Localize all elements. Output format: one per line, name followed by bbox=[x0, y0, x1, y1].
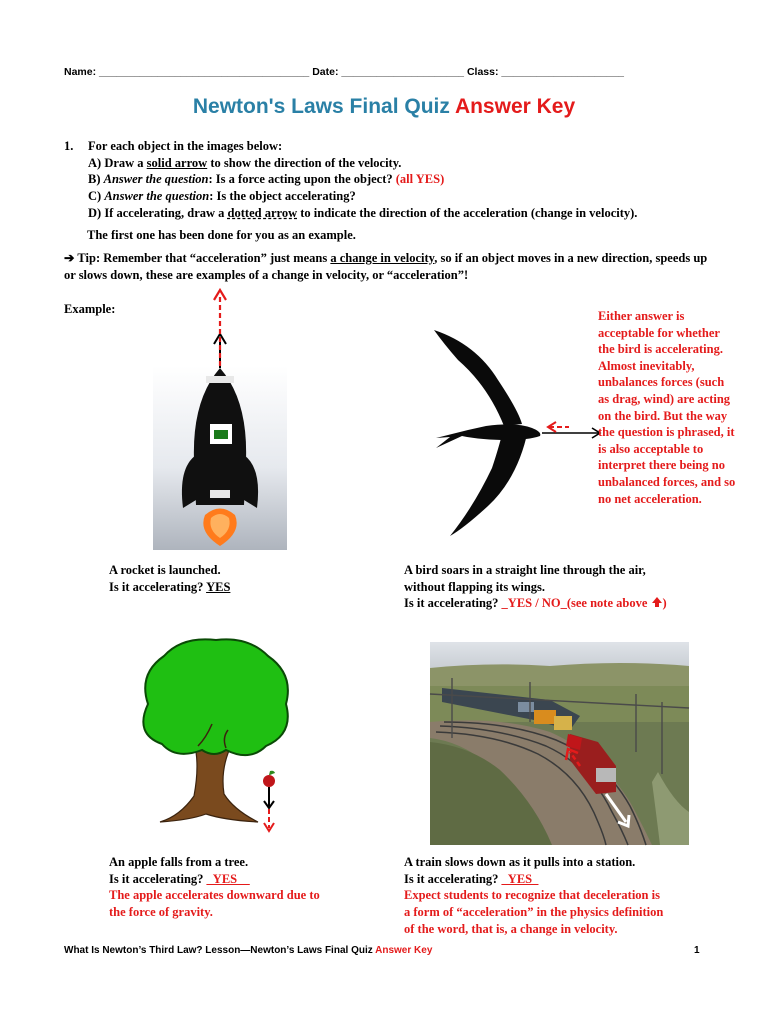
title-answer-key: Answer Key bbox=[454, 95, 576, 118]
footer-answer-key: Answer Key bbox=[375, 945, 433, 956]
all-yes-answer: (all YES) bbox=[395, 172, 445, 187]
bird-wing-upper bbox=[434, 330, 522, 426]
train-caption: A train slows down as it pulls into a station. Is it accelerating? _YES_ Expect students to recognize that deceleration is a form of “acceleration” in the physics definition of the word, that is, a change in velocity. bbox=[404, 855, 664, 936]
name-blank[interactable]: ____________________________________ bbox=[99, 66, 310, 78]
class-label: Class: bbox=[466, 66, 499, 78]
bird-caption: A bird soars in a straight line through the air, without flapping its wings. Is it accelerating? _YES / NO_(see note above ) bbox=[404, 563, 667, 611]
train-explanation-line2: a form of “acceleration” in the physics definition bbox=[404, 905, 664, 920]
arrow-right-icon: ➔ bbox=[64, 251, 75, 265]
rocket-answer: YES bbox=[206, 579, 231, 594]
train-answer: _YES_ bbox=[501, 871, 539, 886]
bird-body bbox=[436, 424, 540, 448]
date-label: Date: bbox=[312, 66, 339, 78]
date-blank[interactable]: _____________________ bbox=[341, 66, 465, 78]
page-footer: What Is Newton’s Third Law? Lesson—Newton’s Laws Final Quiz Answer Key bbox=[64, 945, 433, 956]
tree-canopy bbox=[143, 639, 288, 755]
train-explanation-line3: of the word, that is, a change in velocity. bbox=[404, 921, 618, 936]
rocket-illustration bbox=[150, 280, 290, 550]
page-title bbox=[0, 95, 768, 119]
name-label: Name: bbox=[64, 66, 97, 78]
arrow-up-icon bbox=[651, 596, 663, 608]
bird-answer-note: Either answer is acceptable for whether the bird is accelerating. Almost inevitably, unbalances forces (such as drag, wind) are acting on the bird. But the way the question is phrased, it is also acceptable to interpret there being no unbalanced forces, and so no net acceleration. bbox=[598, 309, 736, 506]
instruction-a: A) Draw a solid arrow to show the direction of the velocity. bbox=[88, 155, 402, 170]
apple-explanation-line2: the force of gravity. bbox=[109, 905, 213, 920]
instruction-b: B) Answer the question: Is a force acting upon the object? (all YES) bbox=[88, 172, 445, 187]
train-photo bbox=[430, 642, 689, 845]
apple-icon bbox=[263, 775, 275, 787]
apple-caption: An apple falls from a tree. Is it accelerating? _YES__ The apple accelerates downward due to the force of gravity. bbox=[109, 855, 320, 920]
class-blank[interactable]: _____________________ bbox=[501, 66, 625, 78]
apple-explanation-line1: The apple accelerates downward due to bbox=[109, 888, 320, 903]
bird-wing-lower bbox=[450, 426, 528, 536]
instruction-c: C) Answer the question: Is the object accelerating? bbox=[88, 189, 356, 204]
example-note: The first one has been done for you as an example. bbox=[87, 228, 356, 242]
bird-illustration bbox=[416, 318, 606, 540]
tip-paragraph: ➔ Tip: Remember that “acceleration” just means a change in velocity, so if an object moves in a new direction, speeds up or slows down, these are examples of a change in velocity, or “acceleration”! bbox=[64, 251, 708, 282]
example-label: Example: bbox=[64, 302, 116, 316]
tree-illustration bbox=[128, 634, 303, 839]
question-number: 1. bbox=[64, 139, 74, 153]
page-number: 1 bbox=[694, 945, 700, 956]
rocket-caption: A rocket is launched. Is it accelerating? YES bbox=[109, 563, 231, 594]
question-intro: For each object in the images below: bbox=[88, 139, 283, 153]
train-explanation-line1: Expect students to recognize that deceleration is bbox=[404, 888, 660, 903]
instruction-d: D) If accelerating, draw a dotted arrow to indicate the direction of the acceleration (change in velocity). bbox=[88, 205, 638, 220]
bird-answer: _YES / NO_(see note above bbox=[501, 596, 651, 611]
student-info-line bbox=[64, 66, 624, 78]
apple-answer: _YES__ bbox=[206, 871, 250, 886]
title-main: Newton's Laws Final Quiz bbox=[192, 95, 450, 118]
